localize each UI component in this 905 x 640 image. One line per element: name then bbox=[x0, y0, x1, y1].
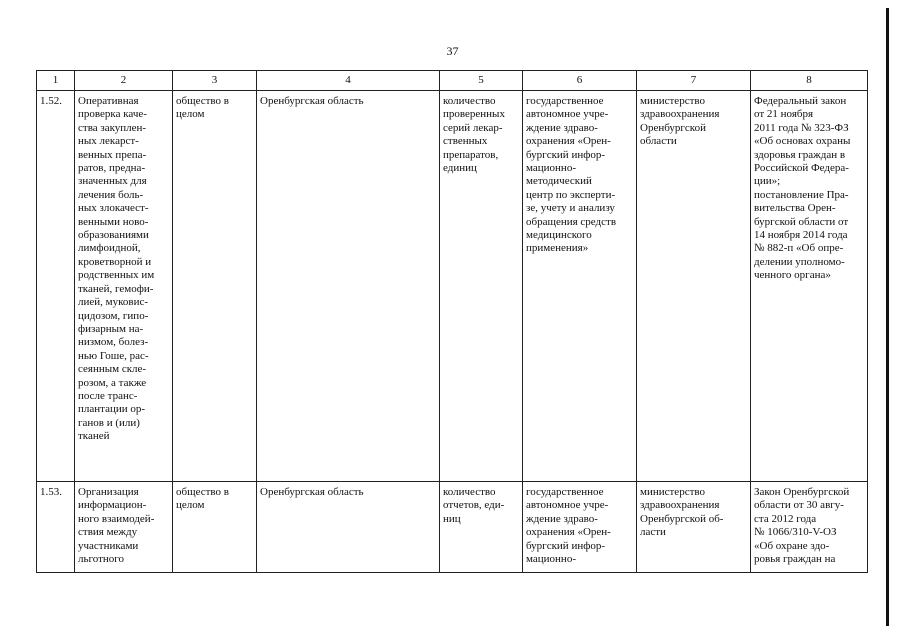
legal-basis: Федеральный закон от 21 ноября 2011 года № 323-ФЗ «Об основах охраны здоровья граждан в Российской Федера- ции»; постановление Пра- вительства Орен- бургской области от 14 ноября 2014 года № 882-п «Об опре- делении уполномо- ченного органа» bbox=[751, 91, 868, 482]
indicator: количество отчетов, еди- ниц bbox=[440, 482, 523, 573]
row-number: 1.53. bbox=[37, 482, 75, 573]
measures-table bbox=[36, 70, 868, 573]
target-group: общество в целом bbox=[173, 91, 257, 482]
column-header: 3 bbox=[173, 71, 257, 91]
indicator: количество проверенных серий лекар- ственных препаратов, единиц bbox=[440, 91, 523, 482]
header-row bbox=[37, 71, 868, 91]
executor: государственное автономное учре- ждение здраво- охранения «Орен- бургский инфор- мационно- bbox=[523, 482, 637, 573]
target-group: общество в целом bbox=[173, 482, 257, 573]
measure-name: Оперативная проверка каче- ства закуплен- ных лекарст- венных препа- ратов, предна- значенных для лечения боль- ных злокачест- венными ново- образованиями лимфоидной, кроветворной и родственных им тканей, гемофи- лией, муковис- цидозом, гипо- физарным на- низмом, болез- нью Гоше, рас- сеянным скле- розом, а также после транс- плантации ор- ганов и (или) тканей bbox=[75, 91, 173, 482]
row-number: 1.52. bbox=[37, 91, 75, 482]
column-header: 8 bbox=[751, 71, 868, 91]
territory: Оренбургская область bbox=[257, 482, 440, 573]
table-row bbox=[37, 91, 868, 482]
legal-basis: Закон Оренбургской области от 30 авгу- ста 2012 года № 1066/310-V-ОЗ «Об охране здо- ровья граждан на bbox=[751, 482, 868, 573]
column-header: 4 bbox=[257, 71, 440, 91]
authority: министерство здравоохранения Оренбургской области bbox=[637, 91, 751, 482]
measure-name: Организация информацион- ного взаимодей- ствия между участниками льготного bbox=[75, 482, 173, 573]
authority: министерство здравоохранения Оренбургской об- ласти bbox=[637, 482, 751, 573]
column-header: 1 bbox=[37, 71, 75, 91]
column-header: 5 bbox=[440, 71, 523, 91]
column-header: 7 bbox=[637, 71, 751, 91]
page-edge-bar bbox=[886, 8, 889, 626]
territory: Оренбургская область bbox=[257, 91, 440, 482]
column-header: 2 bbox=[75, 71, 173, 91]
executor: государственное автономное учре- ждение здраво- охранения «Орен- бургский инфор- мационно- методический центр по эксперти- зе, учету и анализу обращения средств медицинского применения» bbox=[523, 91, 637, 482]
column-header: 6 bbox=[523, 71, 637, 91]
page-number: 37 bbox=[446, 44, 459, 58]
table-row bbox=[37, 482, 868, 573]
